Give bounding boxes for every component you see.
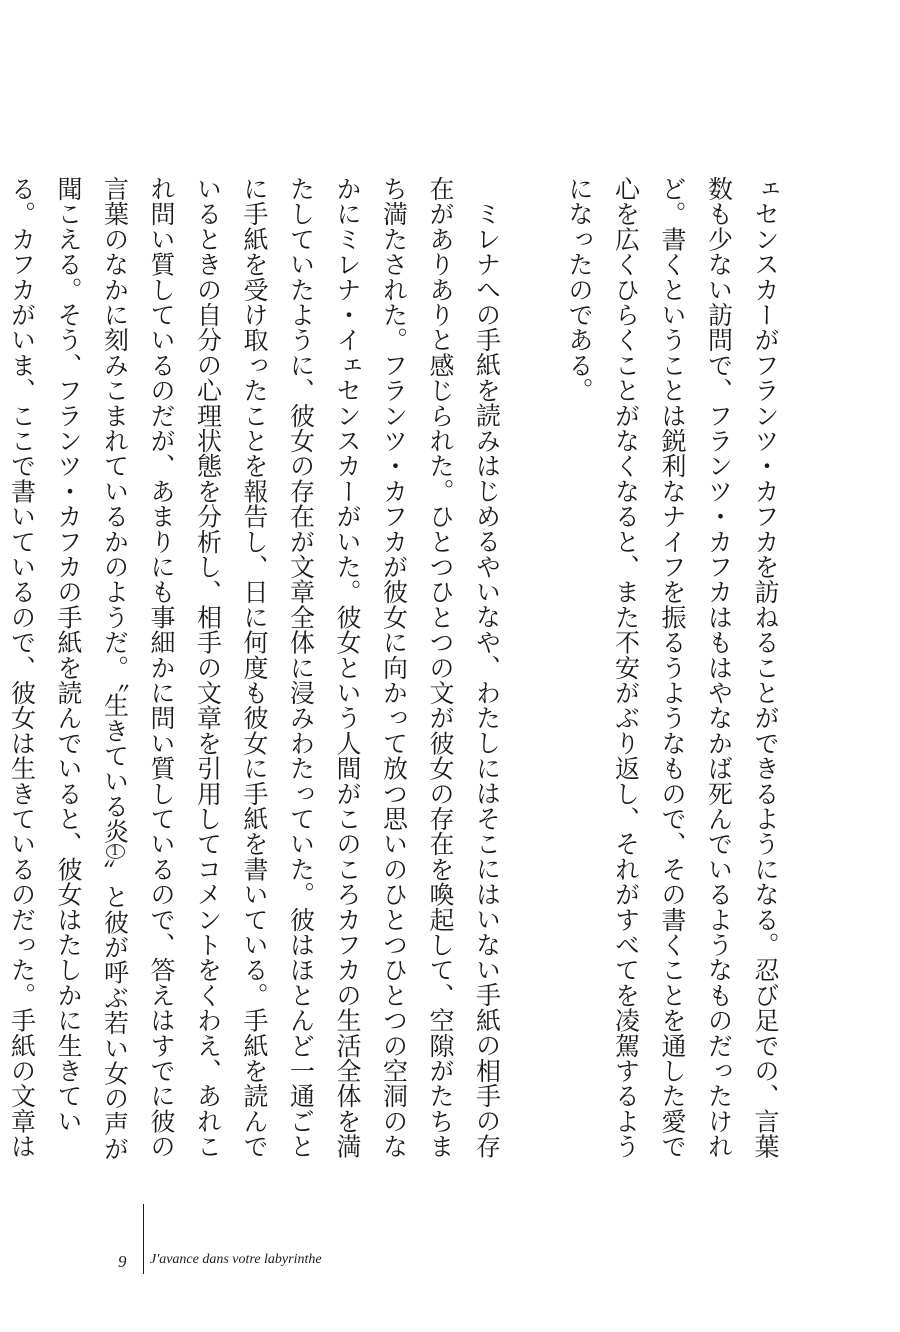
- vertical-text-body: [0, 176, 788, 1176]
- paragraph-gap: [510, 176, 556, 1176]
- running-title: J'avance dans votre labyrinthe: [150, 1252, 322, 1267]
- page-footer: [118, 1204, 518, 1274]
- paragraph-2-text-cont: 〟と彼が呼ぶ若い女の声が聞こえる。そう、フランツ・カフカの手紙を読んでいると、彼女はたしかに生きている。カフカがいま、ここで書いているので、彼女は生きているのだった。手紙の文章は: [7, 176, 130, 1162]
- page-number: 9: [118, 1252, 127, 1271]
- paragraph-1: ェセンスカーがフランツ・カフカを訪ねることができるようになる。忍び足での、言葉数も少ない訪問で、フランツ・カフカはもはやなかば死んでいるようなものだったけれど。書くということは鋭利なナイフを振るうようなもので、その書くことを通した愛で心を広くひらくことがなくなると、また不安がぶり返し、それがすべてを凌駕するようになったのである。: [565, 176, 780, 1159]
- paragraph-2-text: ミレナへの手紙を読みはじめるやいなや、わたしにはそこにはいない手紙の相手の存在がありありと感じられた。ひとつひとつの文が彼女の存在を喚起して、空隙がたちまち満たされた。フランツ・カフカが彼女に向かって放つ思いのひとつひとつの空洞のなかにミレナ・イェセンスカーがいた。彼女という人間がこのころカフカの生活全体を満たしていたように、彼女の存在が文章全体に浸みわたっていた。彼はほとんど一通ごとに手紙を受け取ったことを報告し、日に何度も彼女に手紙を書いている。手紙を読んでいるときの自分の心理状態を分析し、相手の文章を引用してコメントをくわえ、あれこれ問い質しているのだが、あまりにも事細かに問い質しているので、答えはすでに彼の言葉のなかに刻みこまれているかのようだ。〝生きている炎: [100, 176, 502, 1159]
- paragraph-2: [0, 176, 510, 1176]
- footer-rule: [143, 1204, 144, 1274]
- footnote-reference[interactable]: 1: [106, 844, 125, 859]
